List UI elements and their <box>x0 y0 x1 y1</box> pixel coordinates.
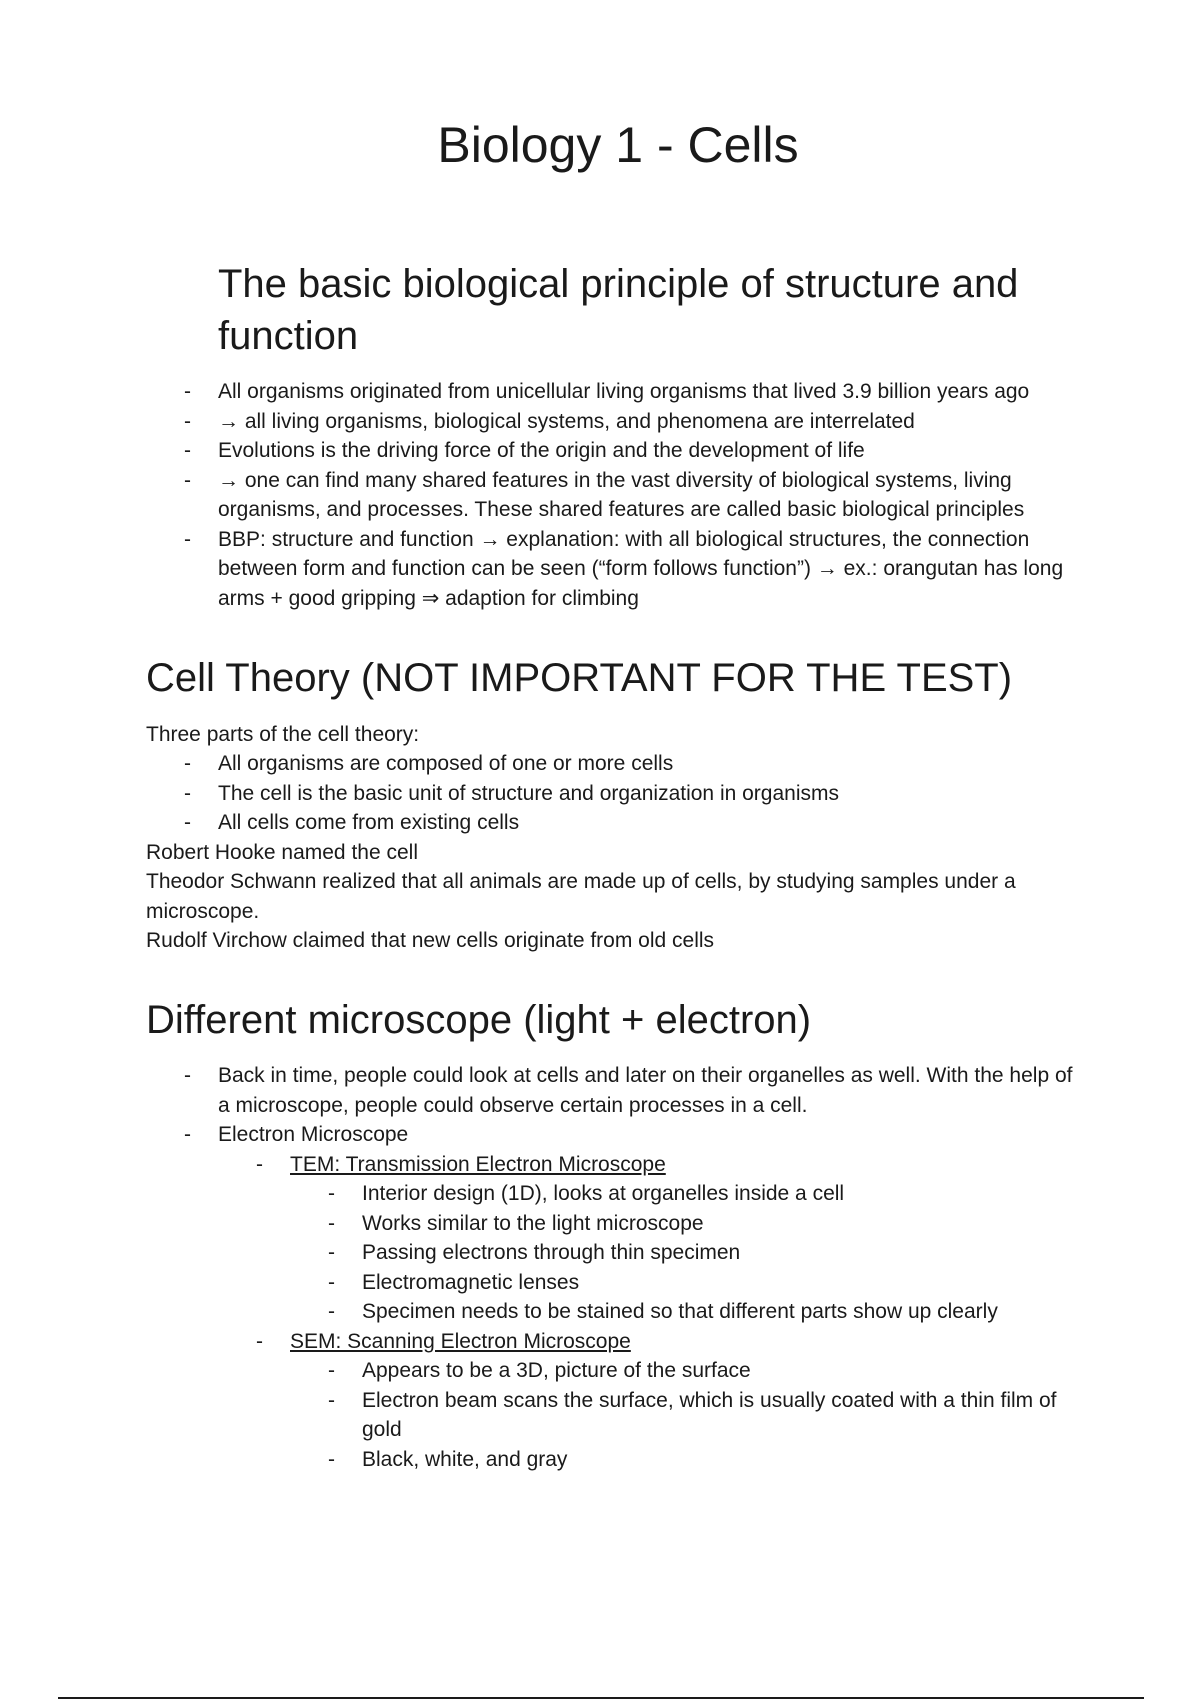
note-robert-hooke: Robert Hooke named the cell <box>146 841 418 864</box>
list-item: - Electron beam scans the surface, which is usually coated with a thin film of gold <box>290 1386 1086 1445</box>
list-item: - → one can find many shared features in the vast diversity of biological systems, living organisms, and processes. These shared features are called basic biological principles <box>146 466 1086 525</box>
cell-theory-intro: Three parts of the cell theory: <box>146 723 420 746</box>
structure-function-list <box>146 377 1086 613</box>
sem-label: SEM: Scanning Electron Microscope <box>290 1329 631 1353</box>
list-item: - → all living organisms, biological systems, and phenomena are interrelated <box>146 407 1086 437</box>
page-title: Biology 1 - Cells <box>437 117 799 173</box>
note-rudolf-virchow: Rudolf Virchow claimed that new cells originate from old cells <box>146 929 715 952</box>
list-item: - Appears to be a 3D, picture of the surface <box>290 1356 1086 1386</box>
list-item: - All organisms are composed of one or more cells <box>146 749 1086 779</box>
list-item: - BBP: structure and function → explanation: with all biological structures, the connection between form and function can be seen (“form follows function”) → ex.: orangutan has long arms + good gripping ⇒ adaption for climbing <box>146 525 1086 614</box>
microscope-list <box>146 1061 1086 1474</box>
list-item: - Electromagnetic lenses <box>290 1268 1086 1298</box>
section-heading-microscopes: Different microscope (light + electron) <box>146 998 812 1042</box>
list-item: - Passing electrons through thin specimen <box>290 1238 1086 1268</box>
section-heading-structure-function: The basic biological principle of structure and function <box>218 262 1019 358</box>
page-bottom-divider <box>58 1697 1144 1699</box>
list-item-electron-microscope <box>146 1120 1086 1474</box>
list-item: - Evolutions is the driving force of the origin and the development of life <box>146 436 1086 466</box>
tem-label: TEM: Transmission Electron Microscope <box>290 1152 666 1176</box>
list-item: - Black, white, and gray <box>290 1445 1086 1475</box>
cell-theory-list <box>146 749 1086 838</box>
tem-details <box>290 1179 1086 1327</box>
electron-microscope-label: Electron Microscope <box>218 1123 409 1146</box>
list-item: - Specimen needs to be stained so that different parts show up clearly <box>290 1297 1086 1327</box>
list-item: - The cell is the basic unit of structure and organization in organisms <box>146 779 1086 809</box>
list-item: - Back in time, people could look at cells and later on their organelles as well. With the help of a microscope, people could observe certain processes in a cell. <box>146 1061 1086 1120</box>
sem-details <box>290 1356 1086 1474</box>
electron-microscope-types <box>218 1150 1086 1475</box>
list-item: - Works similar to the light microscope <box>290 1209 1086 1239</box>
sem-item <box>218 1327 1086 1475</box>
list-item: - Interior design (1D), looks at organelles inside a cell <box>290 1179 1086 1209</box>
tem-item <box>218 1150 1086 1327</box>
note-theodor-schwann: Theodor Schwann realized that all animals are made up of cells, by studying samples under a microscope. <box>146 870 1016 923</box>
list-item: - All organisms originated from unicellular living organisms that lived 3.9 billion years ago <box>146 377 1086 407</box>
list-item: - All cells come from existing cells <box>146 808 1086 838</box>
section-heading-cell-theory: Cell Theory (NOT IMPORTANT FOR THE TEST) <box>146 656 1013 700</box>
